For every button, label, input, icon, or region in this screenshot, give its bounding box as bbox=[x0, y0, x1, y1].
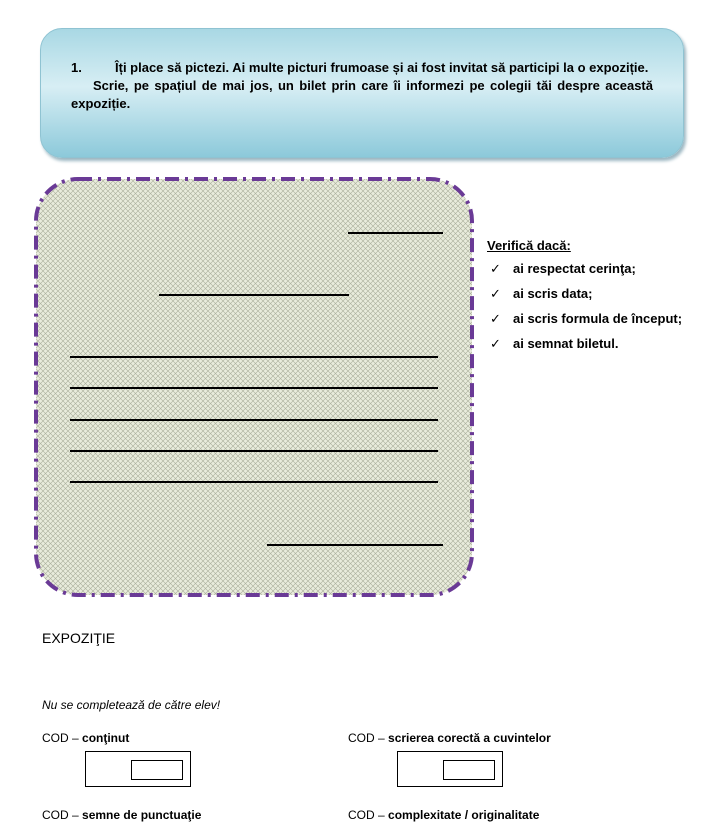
task-line-2: Scrie, pe spațiul de mai jos, un bilet prin care îi informezi pe colegii tăi despre această expoziție. bbox=[71, 78, 653, 111]
score-field[interactable] bbox=[443, 760, 495, 780]
cod-criterion: semne de punctuaţie bbox=[82, 808, 202, 822]
task-number: 1. bbox=[71, 60, 82, 75]
signature-line[interactable] bbox=[267, 544, 443, 546]
cod-criterion: scrierea corectă a cuvintelor bbox=[388, 731, 551, 745]
task-box bbox=[40, 28, 684, 158]
check-icon: ✓ bbox=[490, 261, 501, 276]
checklist-item bbox=[487, 306, 722, 331]
score-box-content[interactable] bbox=[85, 751, 191, 787]
body-line-4[interactable] bbox=[70, 450, 438, 452]
cod-content-label bbox=[42, 731, 129, 745]
expo-title: EXPOZIŢIE bbox=[42, 630, 116, 646]
body-line-2[interactable] bbox=[70, 387, 438, 389]
checklist-title: Verifică dacă: bbox=[487, 238, 571, 253]
cod-criterion: conţinut bbox=[82, 731, 130, 745]
body-line-5[interactable] bbox=[70, 481, 438, 483]
checklist-item-label: ai scris formula de început; bbox=[513, 311, 683, 326]
cod-punctuation-label bbox=[42, 808, 201, 822]
cod-spelling-label bbox=[348, 731, 551, 745]
task-text bbox=[71, 59, 653, 113]
cod-prefix: COD – bbox=[348, 808, 389, 822]
cod-criterion: complexitate / originalitate bbox=[388, 808, 540, 822]
check-icon: ✓ bbox=[490, 286, 501, 301]
check-icon: ✓ bbox=[490, 336, 501, 351]
cod-prefix: COD – bbox=[348, 731, 389, 745]
checklist-item-label: ai respectat cerinţa; bbox=[513, 261, 636, 276]
greeting-line[interactable] bbox=[159, 294, 349, 296]
checklist-item bbox=[487, 331, 722, 356]
date-line[interactable] bbox=[348, 232, 443, 234]
writing-card bbox=[33, 176, 475, 598]
cod-prefix: COD – bbox=[42, 731, 83, 745]
score-field[interactable] bbox=[131, 760, 183, 780]
check-icon: ✓ bbox=[490, 311, 501, 326]
cod-prefix: COD – bbox=[42, 808, 83, 822]
checklist-item bbox=[487, 281, 722, 306]
body-line-1[interactable] bbox=[70, 356, 438, 358]
score-box-spelling[interactable] bbox=[397, 751, 503, 787]
checklist-item-label: ai semnat biletul. bbox=[513, 336, 619, 351]
body-line-3[interactable] bbox=[70, 419, 438, 421]
cod-originality-label bbox=[348, 808, 539, 822]
task-instruction: Îți place să pictezi. Ai multe picturi frumoase și ai fost invitat să participi la o expoziție. bbox=[115, 60, 649, 75]
checklist-item-label: ai scris data; bbox=[513, 286, 593, 301]
teacher-note: Nu se completează de către elev! bbox=[42, 698, 221, 712]
task-line-1 bbox=[71, 59, 653, 77]
checklist-item bbox=[487, 256, 722, 281]
checklist bbox=[487, 236, 722, 356]
